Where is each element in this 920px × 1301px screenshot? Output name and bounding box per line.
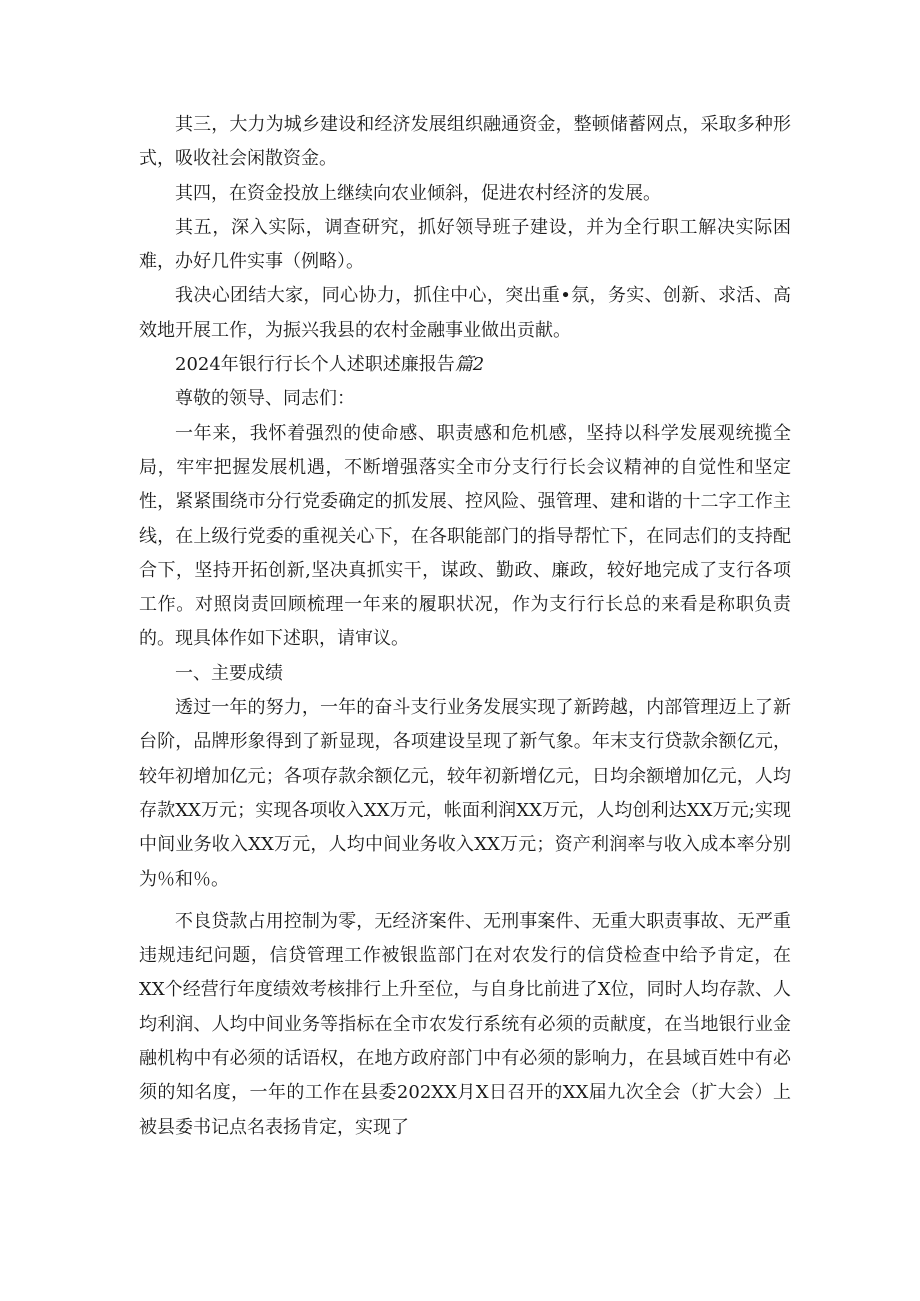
intro-paragraph: 一年来，我怀着强烈的使命感、职责感和危机感，坚持以科学发展观统揽全局，牢牢把握发展机遇，不断增强落实全市分支行行长会议精神的自觉性和坚定性，紧紧围绕市分行党委确定的抓发展、控风险、强管理、建和谐的十二字工作主线，在上级行党委的重视关心下，在各职能部门的指导帮忙下，在同志们的支持配合下，坚持开拓创新,坚决真抓实干，谋政、勤政、廉政，较好地完成了支行各项工作。对照岗责回顾梳理一年来的履职状况，作为支行行长总的来看是称职负责的。现具体作如下述职，请审议。: [139, 422, 791, 650]
report-title: [139, 348, 791, 382]
paragraph-item-four: 其四，在资金投放上继续向农业倾斜，促进农村经济的发展。: [175, 182, 661, 204]
document-page: [139, 108, 791, 1145]
section-heading: 一、主要成绩: [175, 662, 283, 684]
paragraph-item-three: 其三，大力为城乡建设和经济发展组织融通资金，整顿储蓄网点，采取多种形式，吸收社会闲散资金。: [139, 114, 791, 170]
greeting: 尊敬的领导、同志们：: [175, 388, 355, 410]
paragraph-resolve: 我决心团结大家，同心协力，抓住中心，突出重•氛，务实、创新、求活、高效地开展工作，为振兴我县的农村金融事业做出贡献。: [139, 285, 791, 341]
report-title-suffix: 篇2: [454, 354, 485, 376]
report-title-main: 2024年银行行长个人述职述廉报告: [175, 354, 455, 376]
paragraph-item-five: 其五，深入实际，调查研究，抓好领导班子建设，并为全行职工解决实际困难，办好几件实事（例略）。: [139, 216, 791, 273]
risk-control-paragraph: 不良贷款占用控制为零，无经济案件、无刑事案件、无重大职责事故、无严重违规违纪问题，信贷管理工作被银监部门在对农发行的信贷检查中给予肯定，在XX个经营行年度绩效考核排行上升至位，与自身比前进了X位，同时人均存款、人均利润、人均中间业务等指标在全市农发行系统有必须的贡献度，在当地银行业金融机构中有必须的话语权，在地方政府部门中有必须的影响力，在县域百姓中有必须的知名度，一年的工作在县委202XX月X日召开的XX届九次全会（扩大会）上被县委书记点名表扬肯定，实现了: [139, 910, 791, 1138]
achievements-paragraph: 透过一年的努力，一年的奋斗支行业务发展实现了新跨越，内部管理迈上了新台阶，品牌形象得到了新显现，各项建设呈现了新气象。年末支行贷款余额亿元，较年初增加亿元；各项存款余额亿元，较年初新增亿元，日均余额增加亿元，人均存款XX万元；实现各项收入XX万元，帐面利润XX万元，人均创利达XX万元;实现中间业务收入XX万元，人均中间业务收入XX万元；资产利润率与收入成本率分别为％和％。: [139, 697, 791, 890]
